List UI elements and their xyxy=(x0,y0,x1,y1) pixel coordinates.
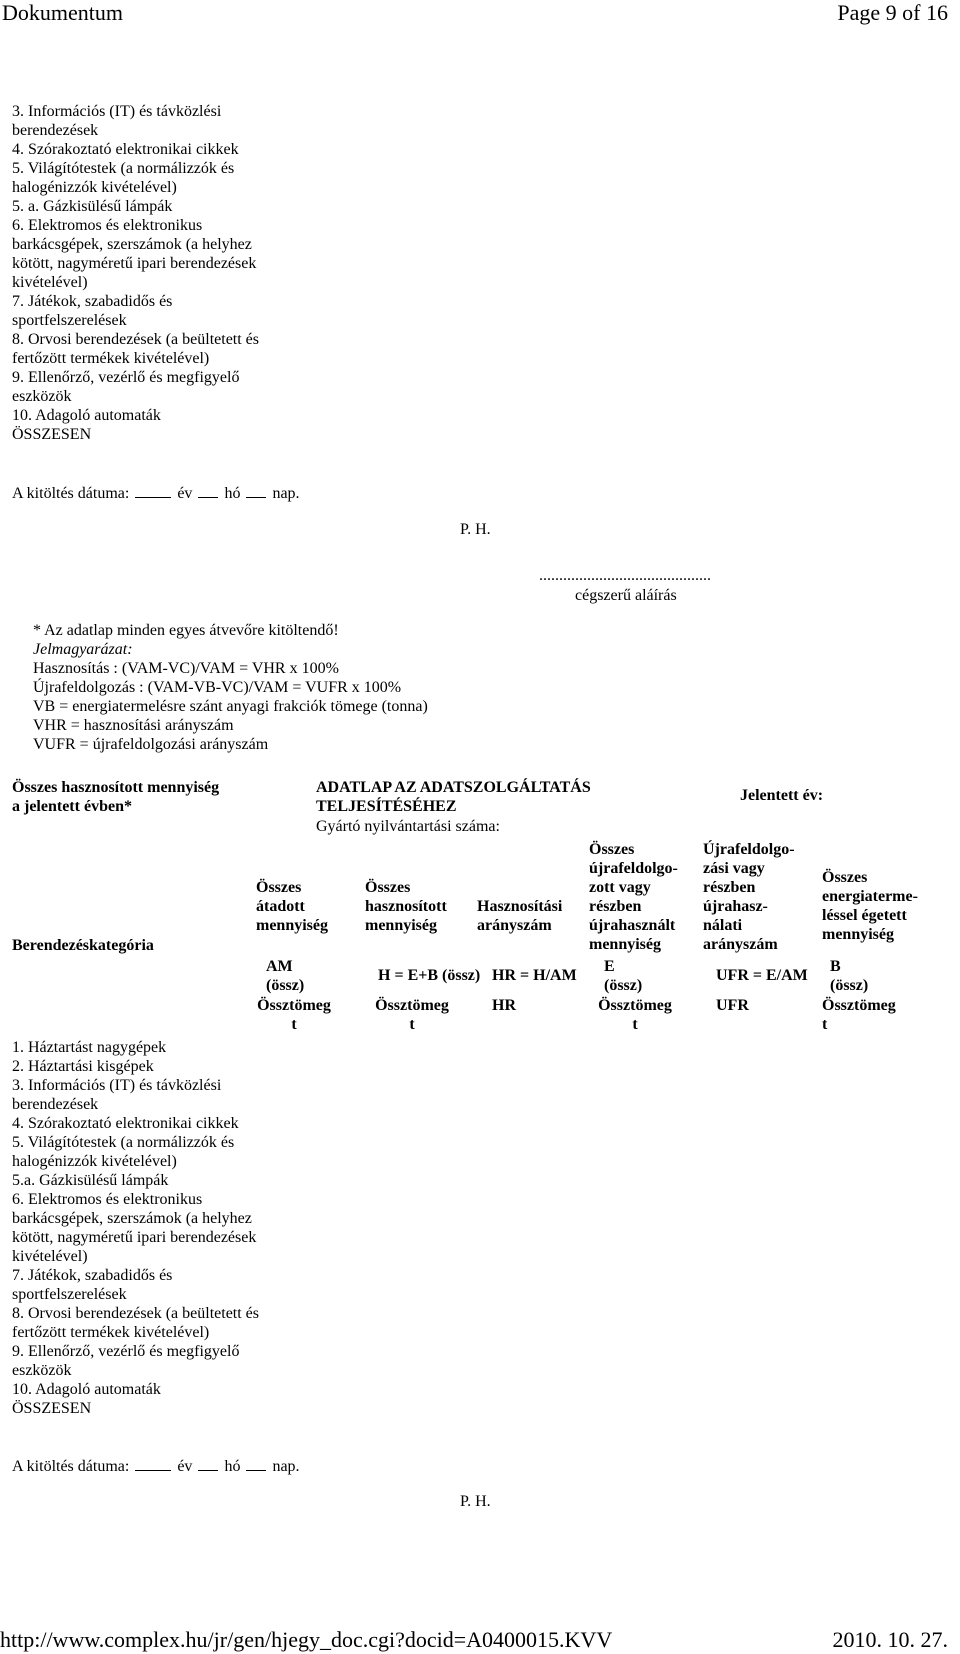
signature-label: cégszerű aláírás xyxy=(575,587,677,604)
unit-line: Össztömeg xyxy=(375,997,449,1014)
category-item: 5.a. Gázkisülésű lámpák xyxy=(12,1172,169,1189)
category-item: eszközök xyxy=(12,388,72,405)
category-item: 5. Világítótestek (a normálizzók és xyxy=(12,160,235,177)
col-recycled-formula xyxy=(604,957,642,995)
header-page-number: Page 9 of 16 xyxy=(837,0,948,25)
col-head-line: részben xyxy=(703,879,756,896)
category-item: berendezések xyxy=(12,122,99,139)
col-head-line: zási vagy xyxy=(703,860,765,877)
form-title-line: ADATLAP AZ ADATSZOLGÁLTATÁS xyxy=(316,779,591,796)
col-transferred-formula xyxy=(266,957,304,995)
month-label: hó xyxy=(224,1458,241,1475)
category-item: fertőzött termékek kivételével) xyxy=(12,1324,210,1341)
star-note: * Az adatlap minden egyes átvevőre kitöltendő! xyxy=(33,622,339,639)
date-line xyxy=(12,484,300,503)
date-label: A kitöltés dátuma: xyxy=(12,485,130,502)
signature-dots: ........................................... xyxy=(539,567,711,584)
form-title xyxy=(316,778,591,816)
col-head-line: részben xyxy=(589,898,642,915)
day-label: nap. xyxy=(272,485,300,502)
category-item: 5. a. Gázkisülésű lámpák xyxy=(12,198,173,215)
col-head-line: Összes xyxy=(256,879,302,896)
category-list-bottom xyxy=(12,1038,259,1418)
col-head-line: Újrafeldolgo- xyxy=(703,841,795,858)
year-label: év xyxy=(177,485,193,502)
legend-line: Újrafeldolgozás : (VAM-VB-VC)/VAM = VUFR x 100% xyxy=(33,679,402,696)
footer-date: 2010. 10. 27. xyxy=(832,1627,948,1652)
legend-lines xyxy=(33,659,428,754)
left-title-line: Összes hasznosított mennyiség xyxy=(12,779,220,796)
category-item: 8. Orvosi berendezések (a beültetett és xyxy=(12,331,260,348)
col-head-line: Összes xyxy=(365,879,411,896)
date-label: A kitöltés dátuma: xyxy=(12,1458,130,1475)
category-item: barkácsgépek, szerszámok (a helyhez xyxy=(12,236,252,253)
category-item: sportfelszerelések xyxy=(12,312,127,329)
stamp-ph: P. H. xyxy=(460,521,491,538)
category-item: halogénizzók kivételével) xyxy=(12,1153,177,1170)
col-recovered-unit xyxy=(372,996,452,1034)
day-blank xyxy=(246,496,266,498)
legend-line: VUFR = újrafeldolgozási arányszám xyxy=(33,736,269,753)
col-incinerated-unit xyxy=(822,996,896,1034)
col-head-line: átadott xyxy=(256,898,305,915)
col-transferred-unit xyxy=(256,996,332,1034)
col-recovered-formula: H = E+B (össz) xyxy=(378,967,481,984)
col-recovery-ratio-formula: HR = H/AM xyxy=(492,967,577,984)
legend-line: Hasznosítás : (VAM-VC)/VAM = VHR x 100% xyxy=(33,660,339,677)
category-heading: Berendezéskategória xyxy=(12,937,154,954)
year-blank xyxy=(135,496,171,498)
category-item: 2. Háztartási kisgépek xyxy=(12,1058,154,1075)
category-item: 4. Szórakoztató elektronikai cikkek xyxy=(12,1115,239,1132)
section-left-title xyxy=(12,778,219,816)
unit-line: Össztömeg xyxy=(598,997,672,1014)
category-item: 10. Adagoló automaták xyxy=(12,1381,161,1398)
col-head-line: mennyiség xyxy=(589,936,661,953)
year-blank xyxy=(135,1469,171,1471)
stamp-ph-bottom: P. H. xyxy=(460,1493,491,1510)
category-item: ÖSSZESEN xyxy=(12,426,92,443)
category-list-top xyxy=(12,102,259,444)
reported-year-label: Jelentett év: xyxy=(740,787,824,804)
col-head-line: Összes xyxy=(822,869,868,886)
formula-line: AM xyxy=(266,958,293,975)
category-item: 7. Játékok, szabadidős és xyxy=(12,293,173,310)
category-item: 3. Információs (IT) és távközlési xyxy=(12,103,222,120)
category-item: kivételével) xyxy=(12,1248,88,1265)
day-label: nap. xyxy=(272,1458,300,1475)
col-head-line: Összes xyxy=(589,841,635,858)
category-item: ÖSSZESEN xyxy=(12,1400,92,1417)
col-incinerated xyxy=(822,868,918,944)
col-head-line: Hasznosítási xyxy=(477,898,563,915)
col-head-line: mennyiség xyxy=(822,926,894,943)
col-head-line: hasznosított xyxy=(365,898,447,915)
col-recycling-ratio-unit: UFR xyxy=(716,997,749,1014)
col-head-line: zott vagy xyxy=(589,879,651,896)
category-item: barkácsgépek, szerszámok (a helyhez xyxy=(12,1210,252,1227)
header-doc-title: Dokumentum xyxy=(2,0,123,25)
col-transferred xyxy=(256,878,328,935)
unit-line: t xyxy=(409,1016,415,1033)
category-item: kötött, nagyméretű ipari berendezések xyxy=(12,1229,257,1246)
category-item: 9. Ellenőrző, vezérlő és megfigyelő xyxy=(12,1343,240,1360)
col-head-line: energiaterme- xyxy=(822,888,918,905)
col-head-line: arányszám xyxy=(703,936,778,953)
category-item: berendezések xyxy=(12,1096,99,1113)
legend-title: Jelmagyarázat: xyxy=(33,641,133,658)
category-item: 9. Ellenőrző, vezérlő és megfigyelő xyxy=(12,369,240,386)
col-recycled xyxy=(589,840,678,954)
legend-line: VB = energiatermelésre szánt anyagi frakciók tömege (tonna) xyxy=(33,698,428,715)
unit-line: Össztömeg xyxy=(822,997,896,1014)
category-item: kötött, nagyméretű ipari berendezések xyxy=(12,255,257,272)
category-item: sportfelszerelések xyxy=(12,1286,127,1303)
col-head-line: újrafeldolgo- xyxy=(589,860,678,877)
formula-line: E xyxy=(604,958,615,975)
category-item: 6. Elektromos és elektronikus xyxy=(12,1191,203,1208)
col-recycling-ratio xyxy=(703,840,795,954)
col-recycling-ratio-formula: UFR = E/AM xyxy=(716,967,808,984)
col-incinerated-formula xyxy=(830,957,868,995)
category-item: 5. Világítótestek (a normálizzók és xyxy=(12,1134,235,1151)
unit-line: t xyxy=(291,1016,297,1033)
category-item: kivételével) xyxy=(12,274,88,291)
footer-url[interactable]: http://www.complex.hu/jr/gen/hjegy_doc.cgi?docid=A0400015.KVV xyxy=(0,1627,613,1652)
month-blank xyxy=(198,1469,218,1471)
col-recovery-ratio-unit: HR xyxy=(492,997,516,1014)
col-head-line: arányszám xyxy=(477,917,552,934)
legend-line: VHR = hasznosítási arányszám xyxy=(33,717,234,734)
col-recovery-ratio xyxy=(477,897,562,935)
month-blank xyxy=(198,496,218,498)
category-item: halogénizzók kivételével) xyxy=(12,179,177,196)
category-item: 7. Játékok, szabadidős és xyxy=(12,1267,173,1284)
formula-line: B xyxy=(830,958,841,975)
formula-line: (össz) xyxy=(266,977,305,994)
category-item: eszközök xyxy=(12,1362,72,1379)
col-head-line: nálati xyxy=(703,917,743,934)
month-label: hó xyxy=(224,485,241,502)
col-recovered xyxy=(365,878,447,935)
left-title-line: a jelentett évben* xyxy=(12,798,132,815)
form-title-line: TELJESÍTÉSÉHEZ xyxy=(316,798,457,815)
col-head-line: újrahasznált xyxy=(589,917,676,934)
category-item: 6. Elektromos és elektronikus xyxy=(12,217,203,234)
col-head-line: mennyiség xyxy=(365,917,437,934)
category-item: 10. Adagoló automaták xyxy=(12,407,161,424)
col-head-line: mennyiség xyxy=(256,917,328,934)
category-item: 1. Háztartást nagygépek xyxy=(12,1039,167,1056)
manufacturer-reg-label: Gyártó nyilvántartási száma: xyxy=(316,818,500,835)
year-label: év xyxy=(177,1458,193,1475)
category-item: fertőzött termékek kivételével) xyxy=(12,350,210,367)
category-item: 3. Információs (IT) és távközlési xyxy=(12,1077,222,1094)
col-head-line: újrahasz- xyxy=(703,898,768,915)
category-item: 4. Szórakoztató elektronikai cikkek xyxy=(12,141,239,158)
col-head-line: léssel égetett xyxy=(822,907,907,924)
unit-line: t xyxy=(632,1016,638,1033)
formula-line: (össz) xyxy=(604,977,643,994)
unit-line: Össztömeg xyxy=(257,997,331,1014)
col-recycled-unit xyxy=(595,996,675,1034)
category-item: 8. Orvosi berendezések (a beültetett és xyxy=(12,1305,260,1322)
unit-line: t xyxy=(822,1016,828,1033)
date-line-bottom xyxy=(12,1457,300,1476)
day-blank xyxy=(246,1469,266,1471)
notes-block xyxy=(33,621,428,754)
formula-line: (össz) xyxy=(830,977,869,994)
